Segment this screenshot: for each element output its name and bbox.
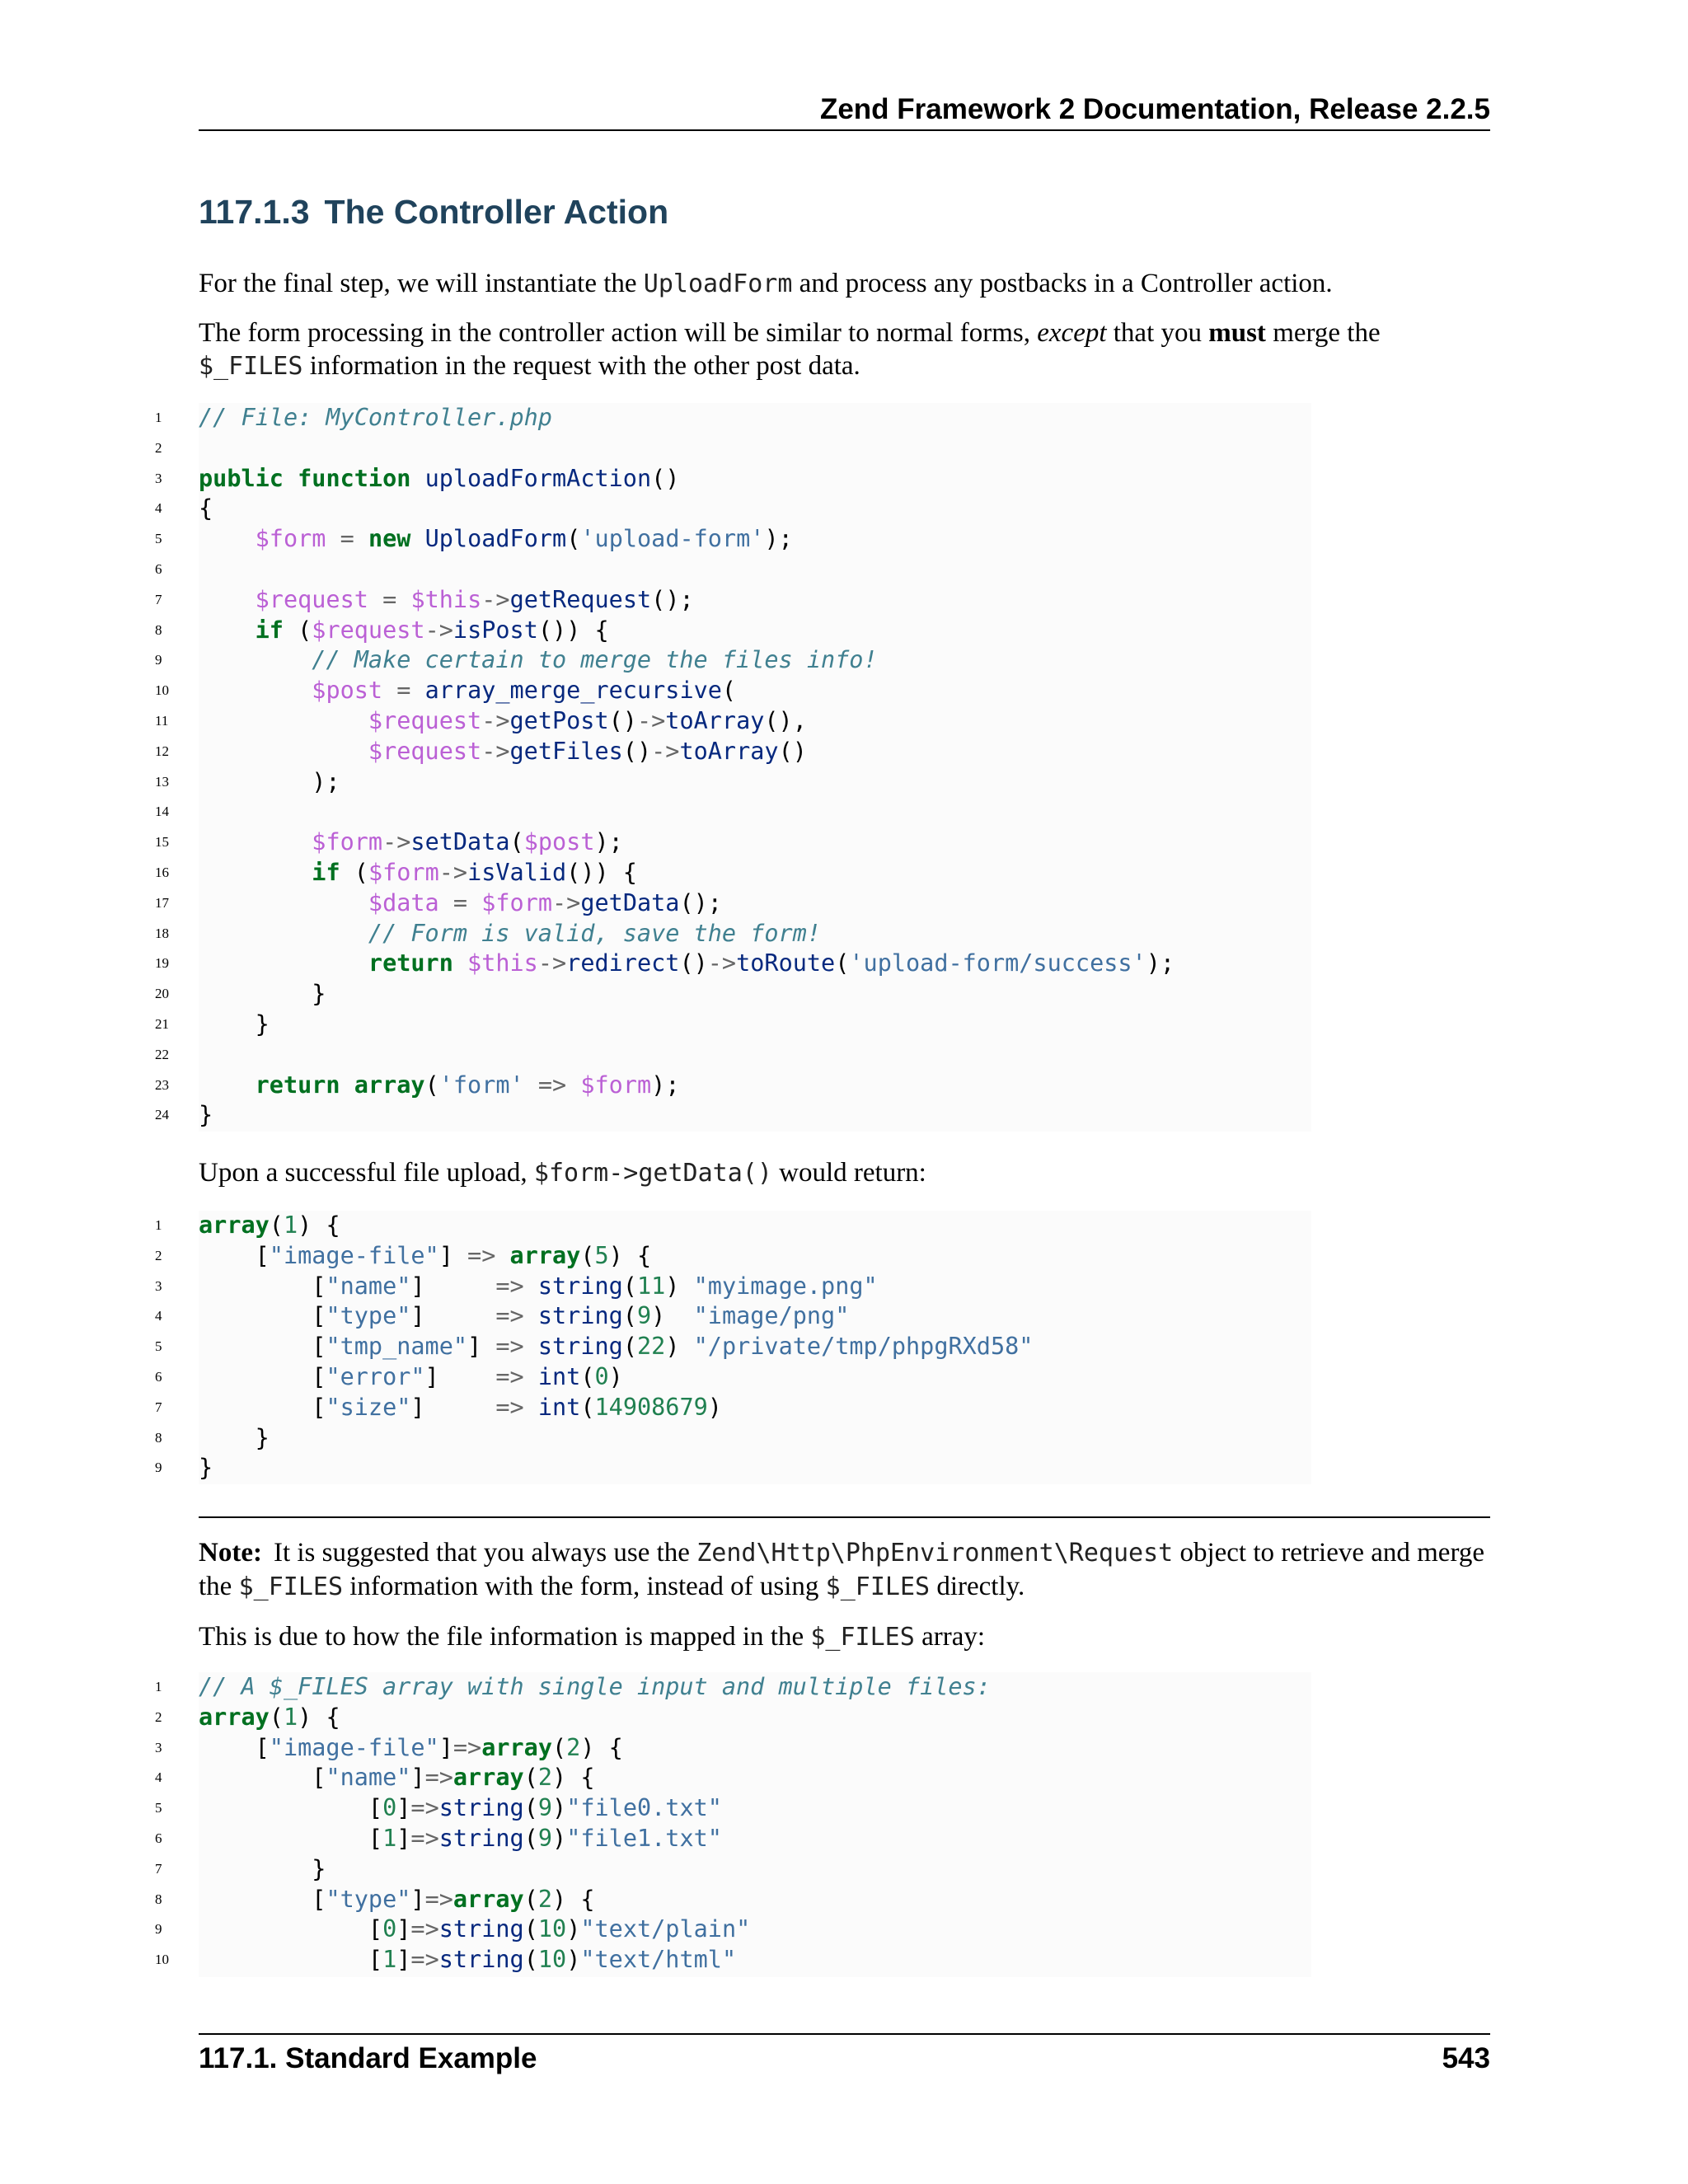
code-text: $request->getFiles()->toArray() xyxy=(368,737,807,765)
line-number: 24 xyxy=(155,1107,169,1123)
line-number: 8 xyxy=(155,621,162,638)
line-number: 5 xyxy=(155,531,162,547)
code-text: // Make certain to merge the files info! xyxy=(312,646,878,674)
line-number: 7 xyxy=(155,591,162,607)
code-text: [0]=>string(9)"file0.txt" xyxy=(199,1794,722,1822)
code-text: ["type"]=>array(2) { xyxy=(199,1885,595,1913)
code-text: } xyxy=(199,1010,270,1038)
intro-paragraph-1 xyxy=(199,267,1490,301)
code-text: array(1) { xyxy=(199,1212,340,1239)
section-title: The Controller Action xyxy=(324,193,669,231)
footer-rule xyxy=(199,2033,1490,2035)
line-number: 20 xyxy=(155,986,169,1002)
line-number: 12 xyxy=(155,743,169,759)
line-number: 21 xyxy=(155,1015,169,1032)
section-heading xyxy=(199,193,668,232)
note-label: Note: xyxy=(199,1538,262,1568)
strong-text: must xyxy=(1208,318,1266,348)
line-number: 5 xyxy=(155,1800,162,1816)
code-text: // A $_FILES array with single input and multiple files: xyxy=(199,1673,991,1700)
text: For the final step, we will instantiate the xyxy=(199,269,644,298)
code-text: ["name"] => string(11) "myimage.png" xyxy=(199,1272,878,1300)
line-number: 6 xyxy=(155,560,162,577)
line-number: 8 xyxy=(155,1429,162,1446)
line-number: 6 xyxy=(155,1830,162,1846)
text: that you xyxy=(1106,318,1209,348)
header-rule xyxy=(199,129,1490,131)
code-text: ["error"] => int(0) xyxy=(199,1362,623,1390)
line-number: 10 xyxy=(155,1952,169,1968)
code-text: return array('form' => $form); xyxy=(255,1071,680,1099)
text: information in the request with the other post data. xyxy=(302,351,860,381)
code-text: $post = array_merge_recursive( xyxy=(312,677,737,705)
text: It is suggested that you always use the xyxy=(273,1538,697,1568)
page-number: 543 xyxy=(1442,2042,1490,2074)
code-text: } xyxy=(199,1423,270,1451)
line-number: 1 xyxy=(155,1217,162,1233)
line-number: 13 xyxy=(155,773,169,790)
text: and process any postbacks in a Controller action. xyxy=(792,269,1333,298)
code-text: public function uploadFormAction() xyxy=(199,464,680,492)
line-number: 4 xyxy=(155,1769,162,1786)
code-text: if ($form->isValid()) { xyxy=(312,858,637,886)
text: object to retrieve and merge the xyxy=(199,1538,1484,1601)
code-text: [1]=>string(9)"file1.txt" xyxy=(199,1824,722,1852)
code-text: $data = $form->getData(); xyxy=(368,888,722,916)
code-text: } xyxy=(199,1101,213,1129)
line-number: 5 xyxy=(155,1338,162,1355)
code-text: $form = new UploadForm('upload-form'); xyxy=(255,525,793,553)
code-text: ["image-file"] => array(5) { xyxy=(199,1241,652,1269)
inline-code: $_FILES xyxy=(810,1623,915,1652)
line-number: 1 xyxy=(155,1679,162,1694)
text: The form processing in the controller action will be similar to normal forms, xyxy=(199,318,1038,348)
line-number: 3 xyxy=(155,470,162,486)
line-number: 2 xyxy=(155,439,162,456)
text: merge the xyxy=(1265,318,1381,348)
line-number: 3 xyxy=(155,1277,162,1294)
code-text: if ($request->isPost()) { xyxy=(255,616,609,644)
line-number: 9 xyxy=(155,652,162,668)
note-admonition xyxy=(199,1536,1490,1654)
text: information with the form, instead of using xyxy=(343,1572,826,1601)
code-text: } xyxy=(199,1454,213,1482)
line-number: 23 xyxy=(155,1076,169,1093)
text: Upon a successful file upload, xyxy=(199,1158,534,1188)
inline-code: $_FILES xyxy=(825,1572,931,1601)
line-number: 9 xyxy=(155,1460,162,1476)
code-text: array(1) { xyxy=(199,1703,340,1731)
line-number: 11 xyxy=(155,712,169,729)
line-number: 16 xyxy=(155,864,169,880)
line-number: 22 xyxy=(155,1046,169,1062)
inline-code: $form->getData() xyxy=(533,1159,772,1188)
line-number: 1 xyxy=(155,410,162,425)
section-number: 117.1.3 xyxy=(199,193,310,231)
note-paragraph xyxy=(199,1536,1490,1604)
code-text: $request = $this->getRequest(); xyxy=(255,585,694,613)
code-text: ["type"] => string(9) "image/png" xyxy=(199,1302,850,1330)
text: directly. xyxy=(930,1572,1025,1601)
inline-code: Zend\Http\PhpEnvironment\Request xyxy=(696,1539,1174,1568)
line-number: 3 xyxy=(155,1739,162,1755)
line-number: 7 xyxy=(155,1399,162,1415)
line-number: 6 xyxy=(155,1368,162,1385)
line-number: 8 xyxy=(155,1891,162,1907)
inline-code: $_FILES xyxy=(238,1572,344,1601)
code-text: $request->getPost()->toArray(), xyxy=(368,706,807,734)
code-text: return $this->redirect()->toRoute('upload-form/success'); xyxy=(368,949,1175,977)
code-text: [0]=>string(10)"text/plain" xyxy=(199,1915,751,1943)
intro-paragraph-2 xyxy=(199,316,1490,383)
text: would return: xyxy=(771,1158,926,1188)
code-text: [1]=>string(10)"text/html" xyxy=(199,1946,737,1974)
inline-code: UploadForm xyxy=(643,269,793,298)
result-paragraph xyxy=(199,1156,1490,1190)
inline-code: $_FILES xyxy=(199,352,303,381)
code-text: } xyxy=(199,980,326,1008)
code-text: ["name"]=>array(2) { xyxy=(199,1764,595,1792)
emphasis: except xyxy=(1037,318,1107,348)
text: This is due to how the file information is mapped in the xyxy=(199,1622,811,1652)
line-number: 9 xyxy=(155,1921,162,1938)
line-number: 17 xyxy=(155,894,169,911)
line-number: 10 xyxy=(155,682,169,699)
text: array: xyxy=(914,1622,986,1652)
footer-section: 117.1. Standard Example xyxy=(199,2042,537,2074)
line-number: 14 xyxy=(155,804,169,820)
code-text: // File: MyController.php xyxy=(199,404,552,431)
code-text: ["size"] => int(14908679) xyxy=(199,1393,722,1421)
note-paragraph-2 xyxy=(199,1620,1490,1654)
line-number: 4 xyxy=(155,500,162,517)
code-text: // Form is valid, save the form! xyxy=(368,919,821,947)
code-text: ); xyxy=(199,767,340,795)
code-text: ["tmp_name"] => string(22) "/private/tmp/phpgRXd58" xyxy=(199,1333,1034,1361)
line-number: 18 xyxy=(155,925,169,941)
running-header: Zend Framework 2 Documentation, Release 2.2.5 xyxy=(819,93,1490,125)
line-number: 2 xyxy=(155,1708,162,1725)
code-background xyxy=(199,403,1311,1132)
line-number: 7 xyxy=(155,1860,162,1877)
line-number: 19 xyxy=(155,955,169,972)
code-text: { xyxy=(199,494,213,523)
line-number: 15 xyxy=(155,834,169,851)
line-number: 2 xyxy=(155,1247,162,1263)
line-number: 4 xyxy=(155,1308,162,1324)
code-text: $form->setData($post); xyxy=(312,828,623,856)
code-text: } xyxy=(199,1854,326,1882)
note-rule xyxy=(199,1516,1490,1518)
code-text: ["image-file"]=>array(2) { xyxy=(199,1733,623,1761)
